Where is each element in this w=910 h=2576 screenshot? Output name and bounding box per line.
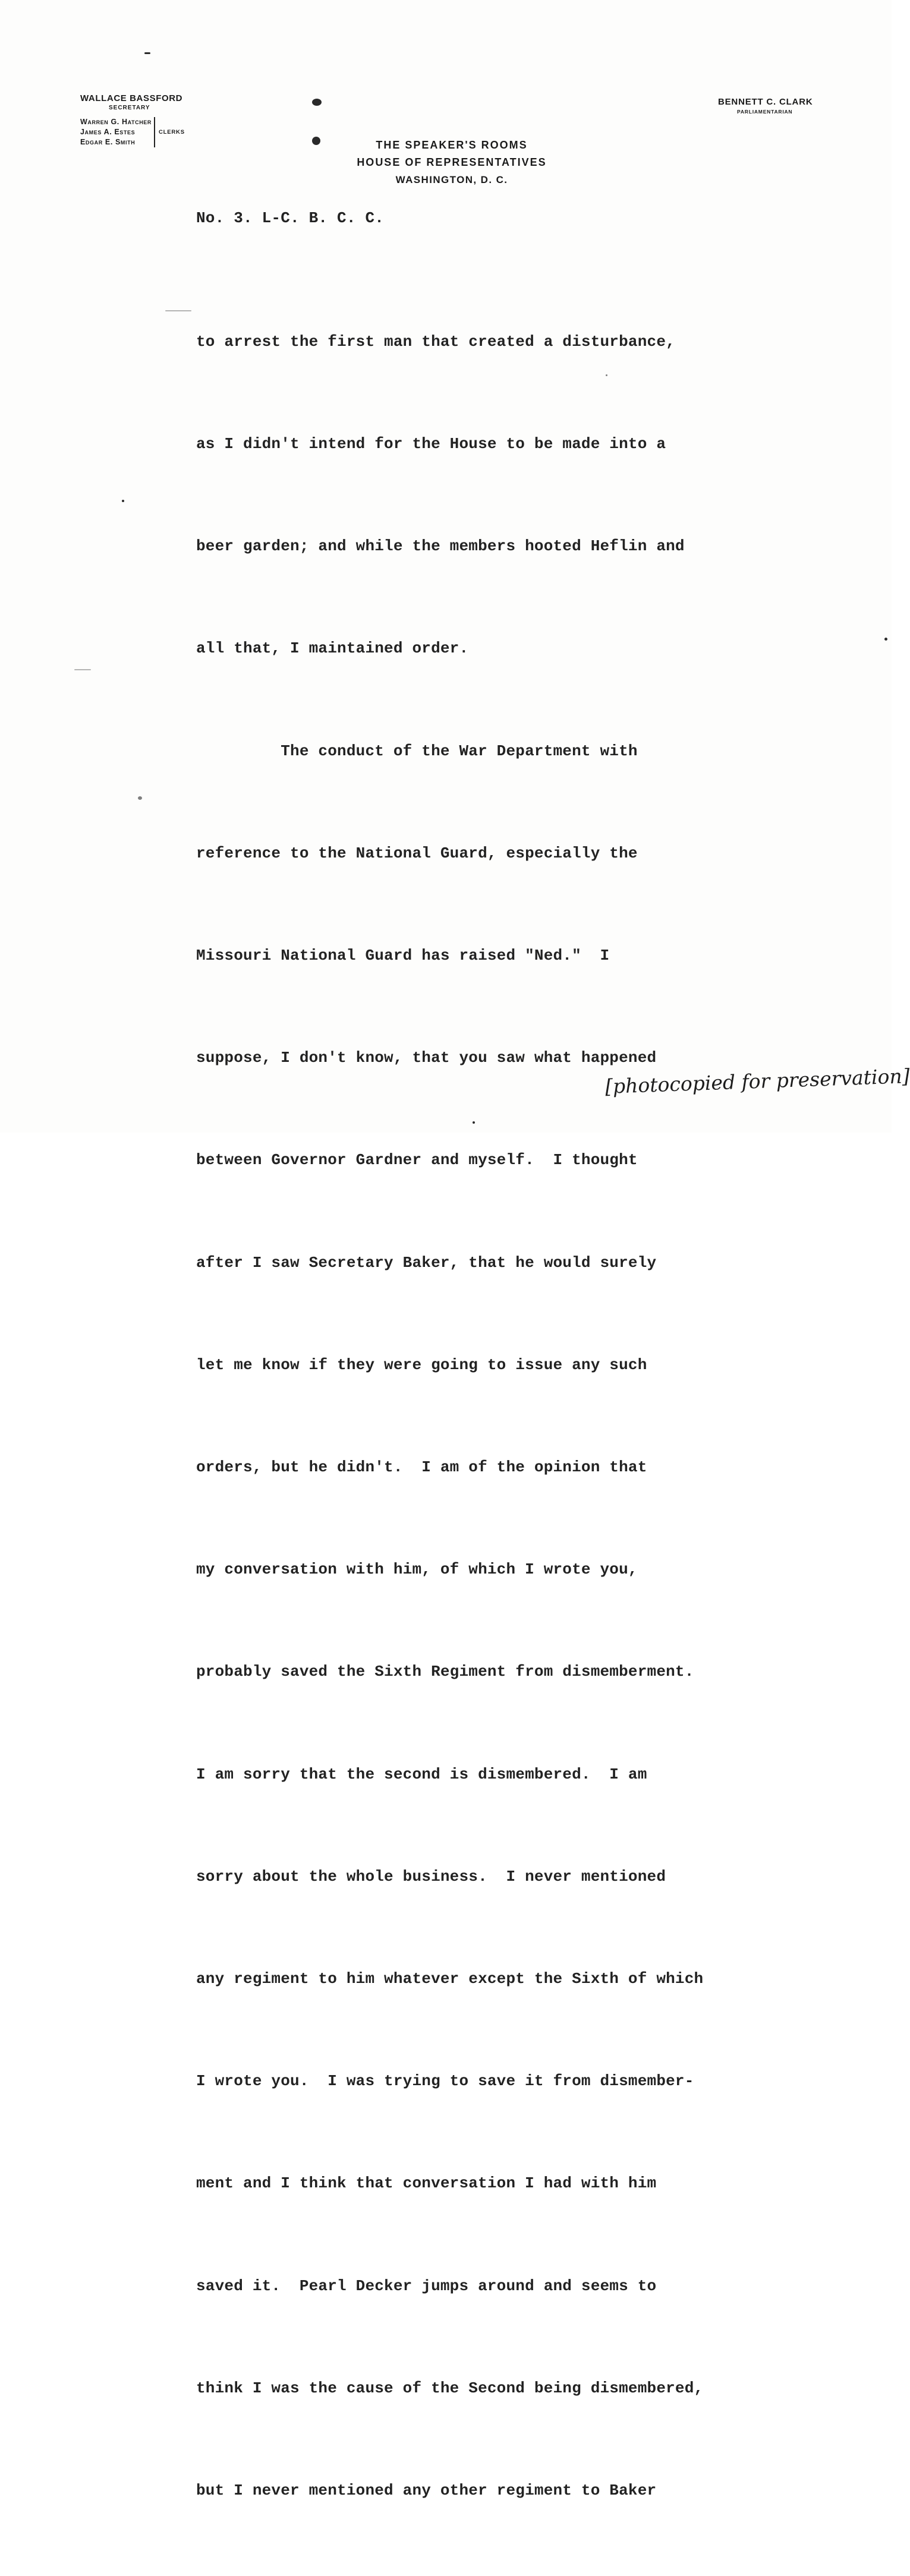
clerks-group [80,117,185,147]
body-line: after I saw Secretary Baker, that he would surely [196,1253,657,1272]
body-line: beer garden; and while the members hooted Heflin and [196,537,685,556]
body-line: saved it. Pearl Decker jumps around and seems to [196,2277,657,2295]
ink-speck [884,638,887,641]
body-line: between Governor Gardner and myself. I thought [196,1151,638,1169]
body-line: I wrote you. I was trying to save it from dismember- [196,2072,694,2091]
ink-speck [138,796,142,800]
office-line: HOUSE OF REPRESENTATIVES [357,156,547,168]
body-line: orders, but he didn't. I am of the opinion that [196,1458,647,1477]
body-line: The conduct of the War Department with [196,742,638,760]
body-line: suppose, I don't know, that you saw what happened [196,1049,657,1067]
body-line: Missouri National Guard has raised "Ned." I [196,947,610,965]
secretary-name: WALLACE BASSFORD [80,93,183,103]
clerk-name: Edgar E. Smith [80,138,136,146]
ink-speck [473,1121,475,1124]
body-line: reference to the National Guard, especially the [196,844,638,862]
ink-speck [165,310,191,311]
clerk-name: Warren G. Hatcher [80,118,152,126]
body-line: my conversation with him, of which I wrote you, [196,1560,638,1579]
clerk-name: James A. Estes [80,128,136,136]
letterhead-parliamentarian-block [718,97,813,116]
ink-speck [312,99,322,106]
body-line: think I was the cause of the Second being dismembered, [196,2379,704,2397]
parliamentarian-name: BENNETT C. CLARK [718,97,813,107]
office-line: WASHINGTON, D. C. [395,174,508,185]
ink-speck [74,669,91,670]
clerks-list [80,117,155,147]
body-line: but I never mentioned any other regiment to Baker [196,2482,657,2500]
page-header: No. 3. L-C. B. C. C. [196,209,385,227]
body-line: probably saved the Sixth Regiment from dismemberment. [196,1663,694,1681]
body-line: any regiment to him whatever except the Sixth of which [196,1970,704,1988]
body-line: sorry about the whole business. I never mentioned [196,1867,666,1886]
parliamentarian-title: PARLIAMENTARIAN [737,109,793,115]
secretary-title: SECRETARY [109,105,150,111]
body-line: I am sorry that the second is dismembered. I am [196,1765,647,1783]
body-line: to arrest the first man that created a disturbance, [196,332,675,351]
letterhead-office-block [336,137,568,188]
ink-speck [606,374,607,376]
body-line: let me know if they were going to issue any such [196,1355,647,1374]
letterhead-staff-block [80,93,185,147]
ink-speck [144,52,150,54]
body-line: all that, I maintained order. [196,639,469,658]
letter-body [196,257,703,2576]
office-line: THE SPEAKER'S ROOMS [376,139,528,151]
handwritten-note: [photocopied for preservation] [604,1064,910,1098]
clerks-label: CLERKS [159,129,185,135]
ink-speck [122,500,124,502]
body-line: as I didn't intend for the House to be made into a [196,435,666,453]
ink-speck [312,137,320,145]
body-line: ment and I think that conversation I had with him [196,2174,657,2193]
